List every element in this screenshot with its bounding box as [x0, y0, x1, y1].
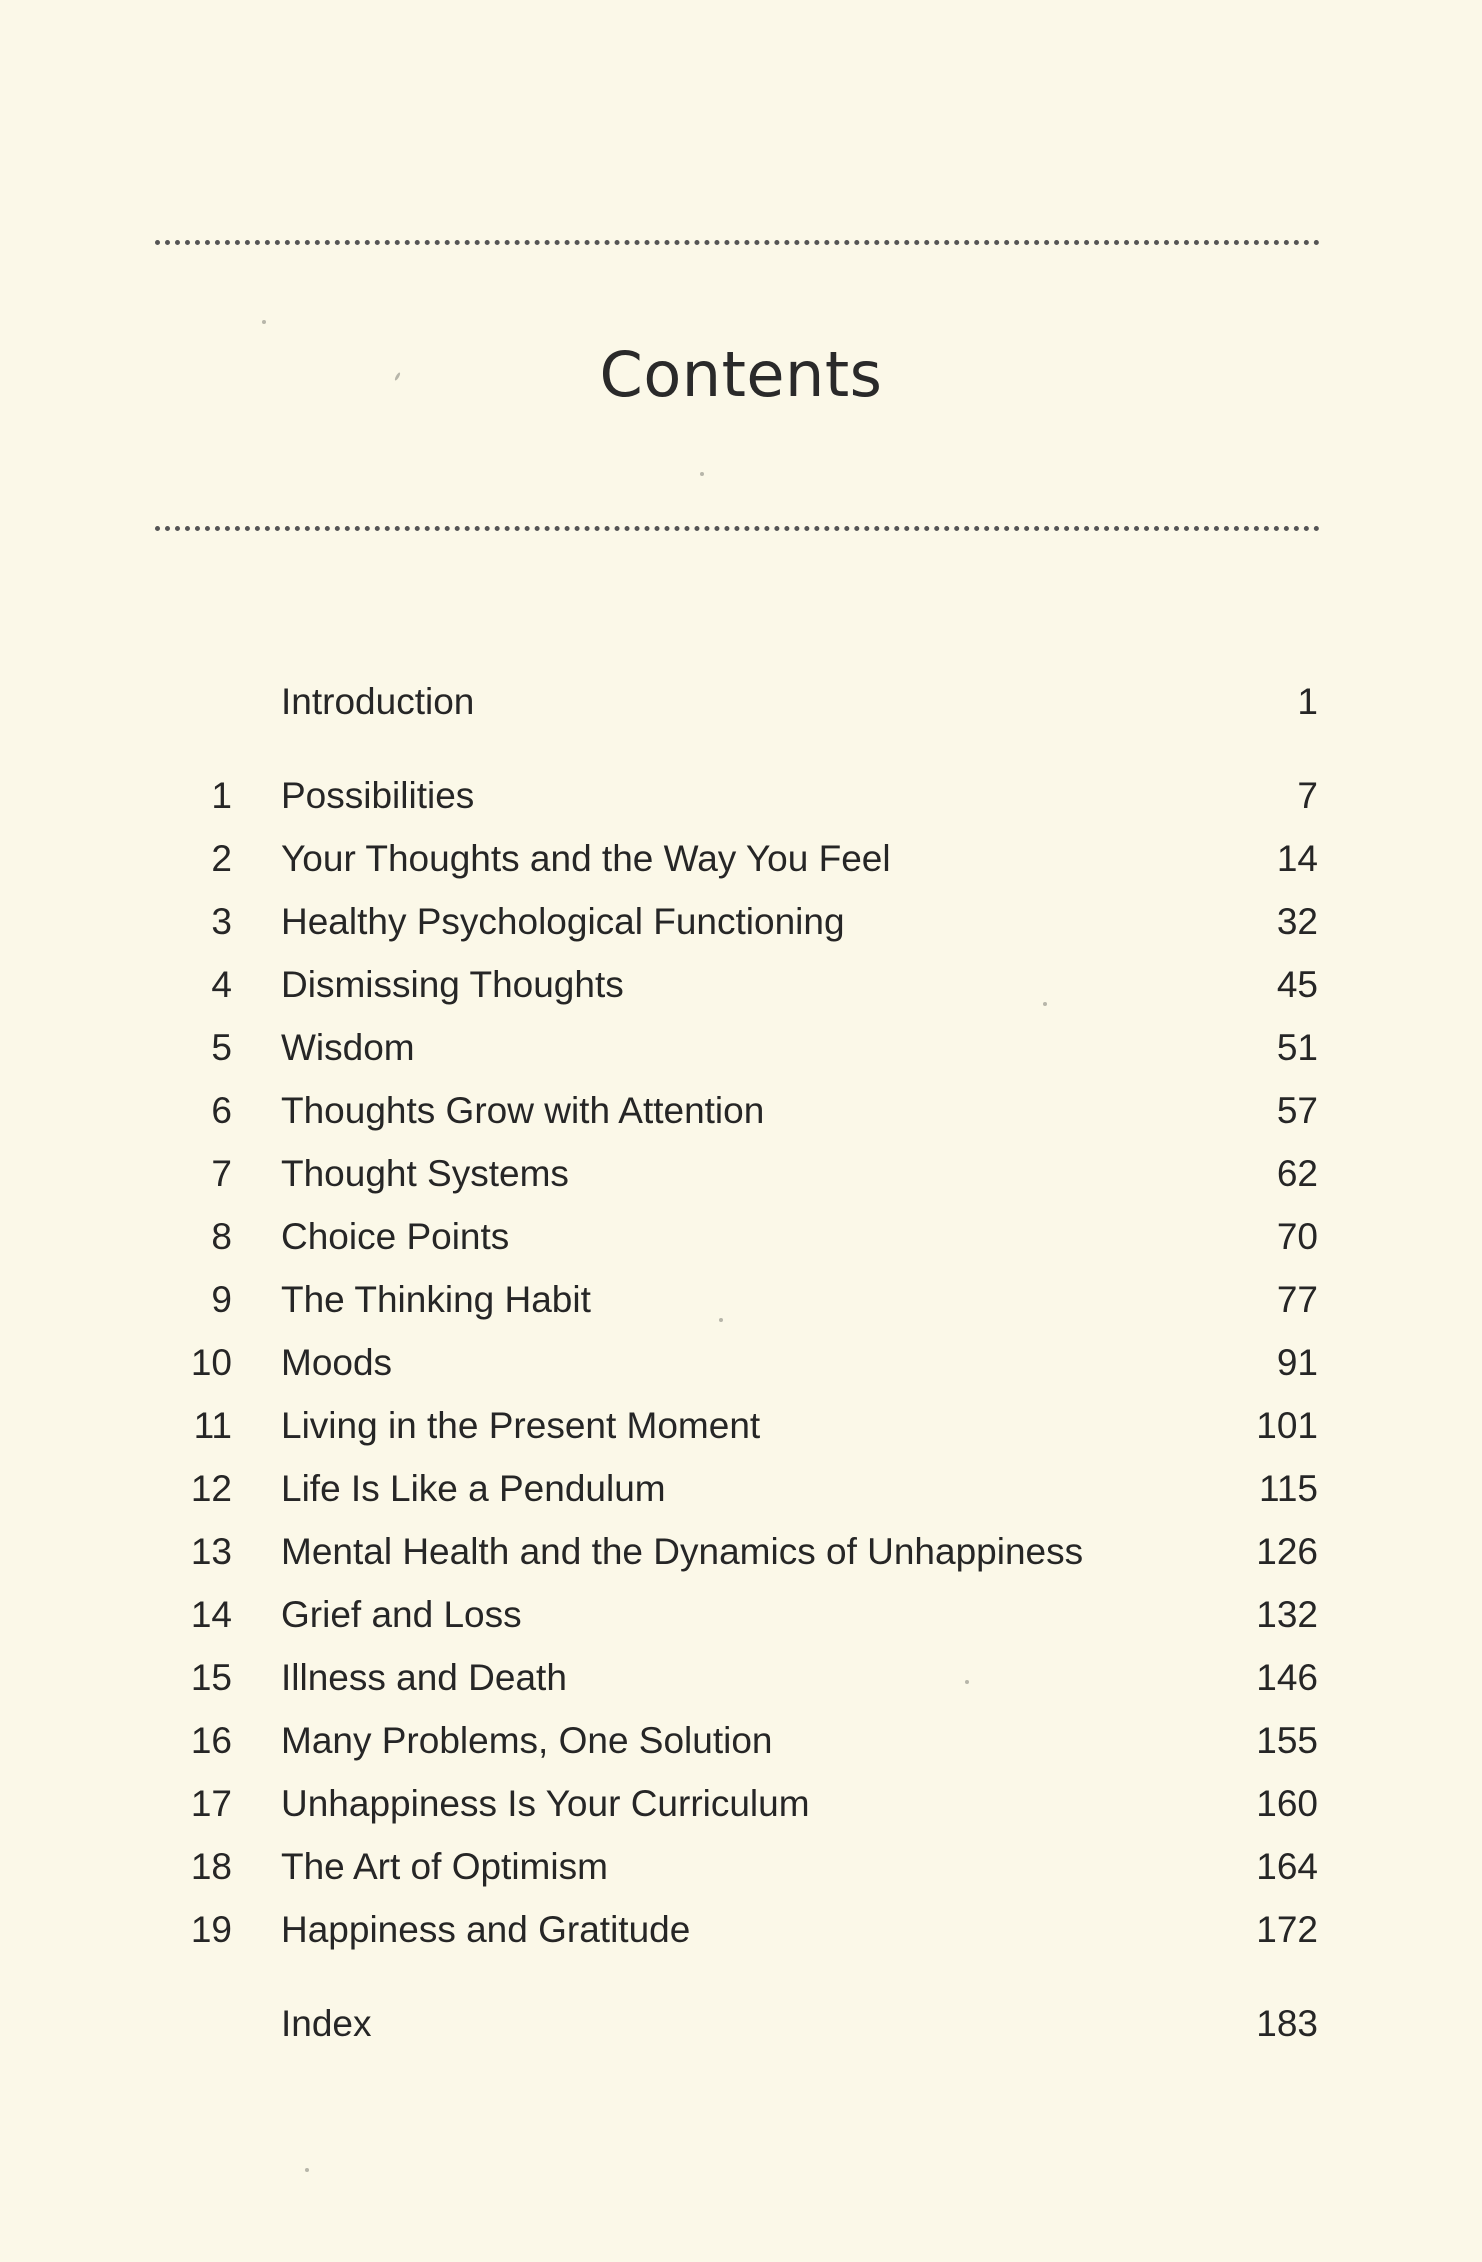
scan-speck	[262, 320, 266, 324]
toc-entry-number: 12	[190, 1468, 232, 1509]
toc-entry-page: 1	[1297, 681, 1318, 722]
toc-entry-page: 7	[1297, 775, 1318, 816]
toc-entry-page: 160	[1256, 1783, 1318, 1824]
toc-entry-chapter-1[interactable]	[0, 766, 1482, 826]
toc-entry-title: Mental Health and the Dynamics of Unhappiness	[281, 1531, 1084, 1572]
toc-entry-chapter-7[interactable]	[0, 1144, 1482, 1204]
toc-entry-number: 18	[190, 1846, 232, 1887]
toc-entry-number: 4	[211, 964, 232, 1005]
toc-entry-chapter-19[interactable]	[0, 1900, 1482, 1960]
toc-entry-chapter-2[interactable]	[0, 829, 1482, 889]
toc-entry-page: 115	[1259, 1468, 1318, 1509]
toc-entry-chapter-10[interactable]	[0, 1333, 1482, 1393]
toc-entry-page: 91	[1276, 1342, 1318, 1383]
top-dotted-rule	[155, 240, 1320, 245]
toc-entry-chapter-4[interactable]	[0, 955, 1482, 1015]
toc-entry-title: The Art of Optimism	[281, 1846, 608, 1887]
toc-entry-number: 8	[211, 1216, 232, 1257]
toc-entry-number: 19	[190, 1909, 232, 1950]
toc-entry-number: 1	[211, 775, 232, 816]
toc-entry-number: 3	[211, 901, 232, 942]
toc-entry-number: 17	[190, 1783, 232, 1824]
scan-speck	[965, 1680, 969, 1684]
toc-entry-page: 183	[1256, 2003, 1318, 2044]
toc-entry-page: 101	[1256, 1405, 1318, 1446]
toc-entry-title: Grief and Loss	[281, 1594, 522, 1635]
toc-entry-title: Index	[281, 2003, 372, 2044]
toc-entry-title: Happiness and Gratitude	[281, 1909, 691, 1950]
toc-entry-title: The Thinking Habit	[281, 1279, 591, 1320]
toc-entry-chapter-6[interactable]	[0, 1081, 1482, 1141]
toc-entry-chapter-8[interactable]	[0, 1207, 1482, 1267]
toc-entry-number: 13	[190, 1531, 232, 1572]
toc-entry-introduction[interactable]	[0, 672, 1482, 732]
toc-entry-title: Life Is Like a Pendulum	[281, 1468, 666, 1509]
toc-entry-chapter-15[interactable]	[0, 1648, 1482, 1708]
toc-entry-chapter-13[interactable]	[0, 1522, 1482, 1582]
toc-entry-number: 16	[190, 1720, 232, 1761]
toc-entry-page: 57	[1276, 1090, 1318, 1131]
toc-entry-title: Wisdom	[281, 1027, 415, 1068]
toc-entry-chapter-18[interactable]	[0, 1837, 1482, 1897]
toc-entry-number: 11	[193, 1405, 232, 1446]
toc-entry-page: 132	[1256, 1594, 1318, 1635]
toc-entry-title: Dismissing Thoughts	[281, 964, 624, 1005]
scan-speck	[1043, 1002, 1047, 1006]
toc-entry-index[interactable]	[0, 1994, 1482, 2054]
toc-entry-number: 5	[211, 1027, 232, 1068]
toc-entry-page: 155	[1256, 1720, 1318, 1761]
toc-entry-title: Introduction	[281, 681, 475, 722]
toc-entry-chapter-3[interactable]	[0, 892, 1482, 952]
scan-speck	[700, 472, 704, 476]
toc-entry-title: Thoughts Grow with Attention	[281, 1090, 765, 1131]
toc-entry-chapter-17[interactable]	[0, 1774, 1482, 1834]
toc-entry-chapter-12[interactable]	[0, 1459, 1482, 1519]
scan-speck	[305, 2168, 309, 2172]
toc-entry-number: 6	[211, 1090, 232, 1131]
toc-entry-page: 146	[1256, 1657, 1318, 1698]
toc-entry-page: 70	[1276, 1216, 1318, 1257]
toc-entry-chapter-9[interactable]	[0, 1270, 1482, 1330]
toc-entry-title: Possibilities	[281, 775, 475, 816]
toc-entry-title: Living in the Present Moment	[281, 1405, 761, 1446]
page-title: Contents	[599, 338, 883, 411]
toc-entry-title: Unhappiness Is Your Curriculum	[281, 1783, 810, 1824]
toc-entry-page: 14	[1276, 838, 1318, 879]
scan-speck	[719, 1318, 723, 1322]
toc-entry-number: 14	[190, 1594, 232, 1635]
toc-entry-page: 164	[1256, 1846, 1318, 1887]
toc-entry-title: Moods	[281, 1342, 393, 1383]
toc-entry-number: 9	[211, 1279, 232, 1320]
toc-entry-page: 126	[1256, 1531, 1318, 1572]
toc-entry-title: Choice Points	[281, 1216, 510, 1257]
toc-entry-page: 45	[1276, 964, 1318, 1005]
toc-entry-page: 51	[1276, 1027, 1318, 1068]
toc-entry-title: Your Thoughts and the Way You Feel	[281, 838, 891, 879]
toc-entry-title: Many Problems, One Solution	[281, 1720, 773, 1761]
toc-entry-page: 77	[1276, 1279, 1318, 1320]
toc-entry-chapter-5[interactable]	[0, 1018, 1482, 1078]
toc-entry-page: 32	[1276, 901, 1318, 942]
toc-entry-number: 15	[190, 1657, 232, 1698]
toc-entry-number: 10	[190, 1342, 232, 1383]
bottom-dotted-rule	[155, 526, 1320, 531]
toc-entry-title: Healthy Psychological Functioning	[281, 901, 845, 942]
toc-entry-title: Thought Systems	[281, 1153, 569, 1194]
toc-entry-page: 62	[1276, 1153, 1318, 1194]
toc-entry-chapter-14[interactable]	[0, 1585, 1482, 1645]
toc-entry-chapter-11[interactable]	[0, 1396, 1482, 1456]
toc-entry-page: 172	[1256, 1909, 1318, 1950]
toc-entry-title: Illness and Death	[281, 1657, 567, 1698]
toc-entry-chapter-16[interactable]	[0, 1711, 1482, 1771]
toc-entry-number: 2	[211, 838, 232, 879]
toc-entry-number: 7	[211, 1153, 232, 1194]
